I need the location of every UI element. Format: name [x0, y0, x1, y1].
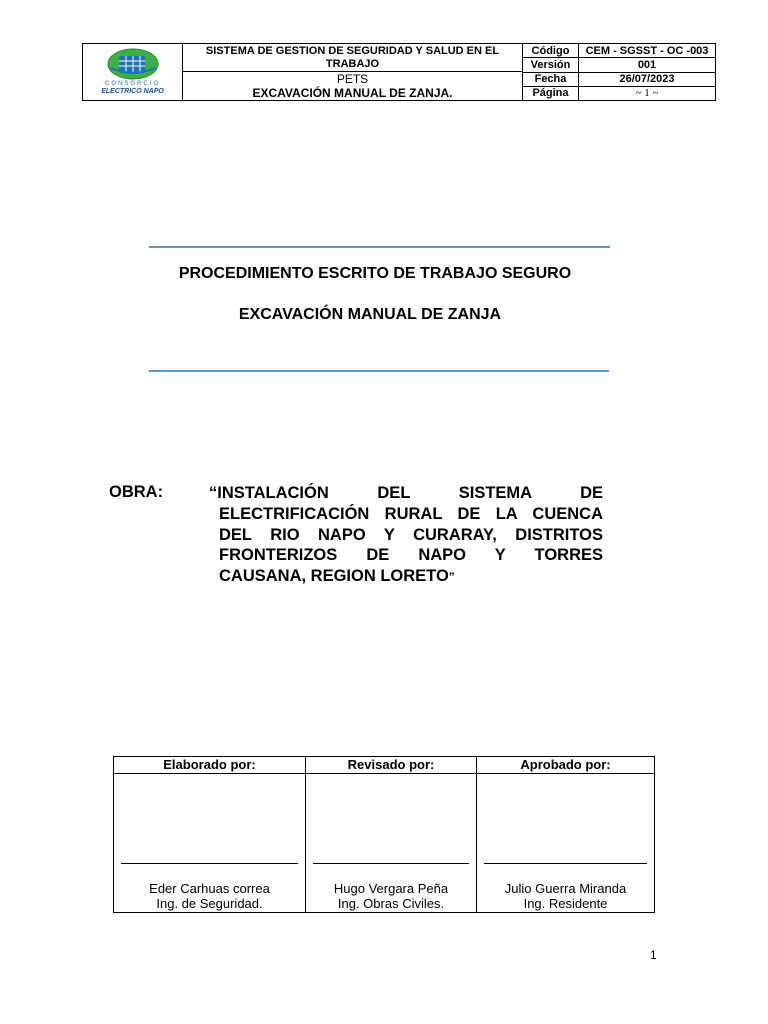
company-logo [83, 44, 183, 100]
page-label: Página [532, 87, 569, 100]
obra-line: DEL RIO NAPO Y CURARAY, DISTRITOS [219, 525, 603, 544]
code-value: CEM - SGSST - OC -003 [579, 44, 715, 58]
page-value: ~ 1 ~ [635, 87, 659, 100]
document-name-block [183, 72, 522, 100]
document-type: PETS [336, 72, 369, 86]
signature-line [313, 863, 469, 864]
document-header [82, 43, 716, 101]
version-label: Versión [523, 58, 578, 72]
signer-name: Eder Carhuas correa [149, 881, 270, 896]
signature-column-prepared [114, 757, 306, 912]
system-title: SISTEMA DE GESTION DE SEGURIDAD Y SALUD EN EL TRABAJO [183, 44, 522, 72]
signer-role: Ing. Residente [523, 896, 608, 911]
signature-line [484, 863, 647, 864]
header-title-block [183, 44, 523, 100]
obra-line: CAUSANA, REGION LORETO” [219, 567, 455, 586]
date-value: 26/07/2023 [579, 73, 715, 87]
signature-column-reviewed [306, 757, 477, 912]
signature-header: Aprobado por: [477, 757, 654, 774]
document-name: EXCAVACIÓN MANUAL DE ZANJA. [252, 86, 453, 100]
close-quote: ” [448, 570, 455, 585]
obra-line: “INSTALACIÓN DEL SISTEMA DE [209, 484, 603, 502]
signature-header: Revisado por: [306, 757, 476, 774]
open-quote: “ [209, 484, 218, 502]
signature-line [121, 863, 298, 864]
globe-logo-icon [107, 48, 159, 80]
header-values [579, 44, 715, 100]
code-label: Código [523, 44, 578, 58]
signature-column-approved [477, 757, 654, 912]
procedure-subtitle: EXCAVACIÓN MANUAL DE ZANJA [238, 306, 502, 323]
obra-line: FRONTERIZOS DE NAPO Y TORRES [219, 546, 603, 565]
obra-description [209, 483, 603, 588]
date-label: Fecha [523, 73, 578, 87]
obra-line: ELECTRIFICACIÓN RURAL DE LA CUENCA [219, 504, 603, 523]
page-number: 1 [650, 948, 657, 962]
version-value: 001 [579, 58, 715, 72]
signer-role: Ing. Obras Civiles. [337, 896, 445, 911]
title-rule-bottom [149, 370, 609, 372]
signer-name: Hugo Vergara Peña [333, 881, 449, 896]
logo-text-consorcio: CONSORCIO [104, 81, 160, 87]
signature-header: Elaborado por: [114, 757, 305, 774]
header-labels [523, 44, 579, 100]
obra-label: OBRA: [109, 483, 164, 501]
signer-role: Ing. de Seguridad. [156, 896, 263, 911]
title-rule-top [149, 246, 610, 248]
logo-text-name: ELECTRICO NAPO [101, 88, 164, 95]
procedure-title: PROCEDIMIENTO ESCRITO DE TRABAJO SEGURO [178, 265, 572, 282]
signature-table [113, 756, 655, 913]
signer-name: Julio Guerra Miranda [504, 881, 627, 896]
